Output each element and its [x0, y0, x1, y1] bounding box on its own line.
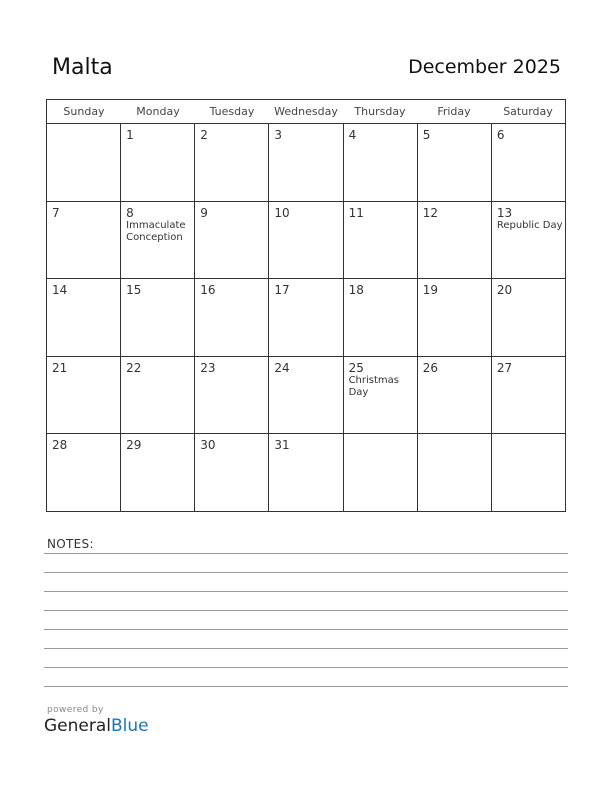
country-title: Malta — [52, 55, 113, 80]
day-number: 18 — [348, 283, 364, 298]
weekday-header: Saturday — [503, 105, 553, 118]
day-cell — [492, 124, 565, 201]
calendar-grid — [46, 99, 566, 512]
day-number: 22 — [126, 360, 142, 375]
week-row — [47, 124, 565, 202]
day-cell — [121, 124, 195, 201]
day-cell — [492, 279, 565, 356]
day-cell — [492, 434, 565, 511]
holiday-label: Immaculate Conception — [126, 219, 186, 243]
day-cell — [492, 202, 565, 279]
day-cell — [418, 434, 492, 511]
notes-lines — [44, 553, 568, 705]
day-number: 27 — [496, 360, 513, 375]
brand-name — [44, 716, 149, 736]
note-line — [44, 591, 568, 592]
day-cell — [47, 434, 121, 511]
day-number: 19 — [422, 283, 438, 298]
day-cell — [418, 124, 492, 201]
day-number: 2 — [200, 128, 208, 142]
day-cell — [269, 434, 343, 511]
day-cell — [344, 434, 418, 511]
weekday-header: Tuesday — [209, 105, 255, 118]
day-cell — [47, 124, 121, 201]
week-row — [47, 279, 565, 357]
day-number: 3 — [274, 128, 283, 142]
day-number: 9 — [200, 205, 208, 220]
day-cell — [269, 279, 343, 356]
weekday-header: Sunday — [63, 105, 105, 118]
day-number: 21 — [52, 360, 68, 375]
day-cell — [269, 124, 343, 201]
week-row — [47, 357, 565, 435]
day-number: 10 — [274, 205, 290, 220]
weekday-header: Thursday — [354, 105, 406, 118]
day-cell — [492, 357, 565, 434]
day-cell — [195, 124, 269, 201]
day-number: 15 — [126, 283, 142, 298]
day-number: 12 — [422, 205, 438, 220]
week-row — [47, 434, 565, 511]
month-title: December 2025 — [408, 56, 561, 78]
calendar-weeks — [47, 124, 565, 511]
day-cell — [195, 434, 269, 511]
day-number: 26 — [422, 360, 438, 375]
day-number: 31 — [274, 438, 290, 453]
day-number: 20 — [496, 283, 513, 298]
day-cell — [195, 357, 269, 434]
weekday-header: Friday — [437, 105, 471, 118]
day-cell — [47, 279, 121, 356]
day-cell — [195, 202, 269, 279]
week-row — [47, 202, 565, 280]
brand-logo — [44, 705, 149, 736]
day-cell — [269, 202, 343, 279]
brand-blue: Blue — [111, 716, 149, 736]
note-line — [44, 629, 568, 630]
day-number: 5 — [422, 128, 431, 142]
day-number: 8 — [126, 205, 134, 220]
day-cell — [47, 357, 121, 434]
day-cell — [344, 124, 418, 201]
note-line — [44, 648, 568, 649]
day-number: 29 — [126, 438, 142, 453]
day-cell — [344, 202, 418, 279]
day-cell — [121, 202, 195, 279]
day-cell — [344, 279, 418, 356]
note-line — [44, 610, 568, 611]
weekday-header-row — [47, 100, 565, 124]
day-number: 30 — [200, 438, 216, 453]
day-number: 24 — [274, 360, 290, 375]
day-number: 28 — [52, 438, 68, 453]
day-number: 25 — [348, 360, 364, 375]
day-cell — [418, 279, 492, 356]
note-line — [44, 553, 568, 554]
holiday-label: Republic Day — [496, 219, 563, 231]
day-cell — [121, 357, 195, 434]
day-number: 6 — [496, 128, 505, 142]
day-number: 1 — [126, 128, 134, 142]
powered-by-text: powered by — [47, 705, 104, 715]
day-cell — [47, 202, 121, 279]
day-cell — [195, 279, 269, 356]
day-cell — [418, 357, 492, 434]
day-cell — [269, 357, 343, 434]
note-line — [44, 686, 568, 687]
day-number: 4 — [348, 128, 357, 142]
day-number: 17 — [274, 283, 290, 298]
day-number: 11 — [348, 205, 364, 220]
note-line — [44, 572, 568, 573]
day-cell — [121, 434, 195, 511]
day-number: 16 — [200, 283, 216, 298]
holiday-label: Christmas Day — [348, 374, 399, 398]
day-cell — [344, 357, 418, 434]
brand-general: General — [44, 716, 111, 736]
day-number: 7 — [52, 205, 60, 220]
day-cell — [121, 279, 195, 356]
note-line — [44, 667, 568, 668]
notes-label: NOTES: — [47, 537, 94, 551]
day-cell — [418, 202, 492, 279]
day-number: 14 — [52, 283, 68, 298]
weekday-header: Wednesday — [274, 105, 338, 118]
day-number: 23 — [200, 360, 216, 375]
day-number: 13 — [496, 205, 513, 220]
weekday-header: Monday — [136, 105, 180, 118]
